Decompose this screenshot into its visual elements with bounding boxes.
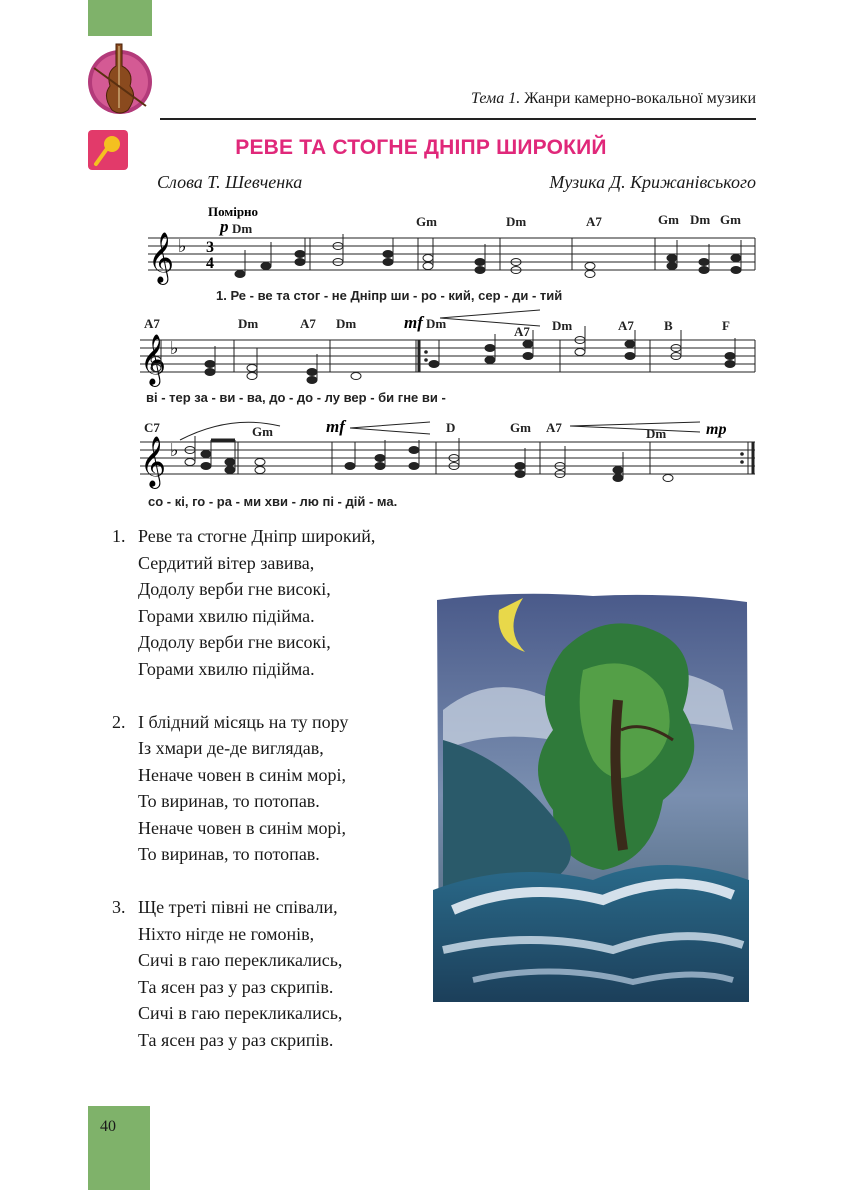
- verse-line: Сичі в гаю перекликались,: [138, 950, 343, 970]
- lyrics-line-3: со - кі, го - ра - ми хви - лю пі - дій - ма.: [148, 494, 398, 509]
- chord: C7: [144, 420, 160, 435]
- verse-line: Реве та стогне Дніпр широкий,: [138, 526, 376, 546]
- staff-system-1: [148, 204, 755, 303]
- verse-line: Ніхто нігде не гомонів,: [138, 923, 315, 944]
- verse-line: Горами хвилю підійма.: [138, 658, 315, 679]
- verse-line: Горами хвилю підійма.: [138, 605, 315, 626]
- chord: Gm: [658, 212, 679, 227]
- verse-line: Із хмари де-де виглядав,: [138, 738, 324, 758]
- chord: Dm: [336, 316, 357, 331]
- chord: A7: [144, 316, 160, 331]
- dynamic-p: p: [220, 217, 229, 236]
- chord: F: [722, 318, 730, 333]
- verse-line: Та ясен раз у раз скрипів.: [138, 1029, 334, 1050]
- decrescendo-hairpin: [570, 422, 700, 432]
- header-rule: [160, 118, 756, 120]
- flat-sign: ♭: [170, 338, 179, 358]
- treble-clef: 𝄞: [140, 335, 167, 384]
- verse: [112, 894, 375, 1053]
- crescendo-hairpin: [350, 422, 430, 434]
- verse-line: Неначе човен в синім морі,: [138, 817, 347, 838]
- chord: D: [446, 420, 456, 435]
- verse-number: 1.: [112, 526, 126, 546]
- chord: Dm: [552, 318, 573, 333]
- verse-line: Сичі в гаю перекликались,: [138, 1003, 343, 1023]
- chord: Dm: [426, 316, 447, 331]
- verse-line: Та ясен раз у раз скрипів.: [138, 976, 334, 997]
- running-head: [471, 90, 756, 108]
- cello-icon: [86, 38, 154, 118]
- chord: Dm: [646, 426, 667, 441]
- chord: Dm: [232, 221, 253, 236]
- verse-line: Додолу верби гне високі,: [138, 632, 331, 652]
- chord: Dm: [238, 316, 259, 331]
- chord: B: [664, 318, 673, 333]
- page-number: 40: [100, 1118, 116, 1135]
- treble-clef: 𝄞: [140, 437, 167, 486]
- verse-line: Додолу верби гне високі,: [138, 579, 331, 599]
- verse-line: Сердитий вітер завива,: [138, 552, 315, 573]
- topic-title: Жанри камерно-вокальної музики: [524, 90, 756, 107]
- stormy-river-illustration: [433, 590, 751, 1002]
- lyrics-line-1: 1. Ре - ве та стог - не Дніпр ши - ро - кий, сер - ди - тий: [216, 288, 563, 303]
- lyrics-credit: Слова Т. Шевченка: [157, 172, 303, 192]
- staff-system-3: [140, 417, 755, 509]
- chord: A7: [586, 214, 602, 229]
- chord: Gm: [416, 214, 437, 229]
- top-green-tab: [88, 0, 152, 36]
- verse-line: І блідний місяць на ту пору: [138, 711, 349, 732]
- page-number-box: [88, 1106, 150, 1190]
- verse-line: То виринав, то потопав.: [138, 791, 320, 811]
- music-credit: Музика Д. Крижанівського: [549, 172, 756, 192]
- chord: Gm: [720, 212, 741, 227]
- chord: Dm: [690, 212, 711, 227]
- chord: Dm: [506, 214, 527, 229]
- dynamic-mf: mf: [326, 417, 345, 436]
- time-sig-top: 3: [206, 239, 214, 256]
- lyrics-line-2: ві - тер за - ви - ва, до - до - лу вер - би гне ви -: [146, 390, 446, 405]
- tempo-marking: Помірно: [208, 204, 259, 219]
- verse-number: 2.: [112, 711, 126, 732]
- song-title: РЕВЕ ТА СТОГНЕ ДНІПР ШИРОКИЙ: [235, 136, 607, 159]
- dynamic-mp: mp: [706, 421, 727, 438]
- chord: A7: [514, 324, 530, 339]
- verse-line: Неначе човен в синім морі,: [138, 764, 347, 785]
- sheet-music: [140, 200, 760, 520]
- staff-system-2: [140, 310, 755, 405]
- dynamic-mf: mf: [404, 313, 423, 332]
- chord: Gm: [252, 424, 273, 439]
- treble-clef: 𝄞: [148, 233, 175, 282]
- flat-sign: ♭: [178, 236, 187, 256]
- verse-line: То виринав, то потопав.: [138, 844, 320, 864]
- chord: Gm: [510, 420, 531, 435]
- flat-sign: ♭: [170, 440, 179, 460]
- verse: [112, 523, 375, 682]
- verse: [112, 709, 375, 868]
- chord: A7: [618, 318, 634, 333]
- chord: A7: [300, 316, 316, 331]
- verse-number: 3.: [112, 897, 126, 917]
- chord: A7: [546, 420, 562, 435]
- verses: [112, 523, 375, 1080]
- verse-line: Ще треті півні не співали,: [138, 897, 338, 917]
- topic-label: Тема 1.: [471, 90, 521, 107]
- time-sig-bottom: 4: [206, 255, 214, 272]
